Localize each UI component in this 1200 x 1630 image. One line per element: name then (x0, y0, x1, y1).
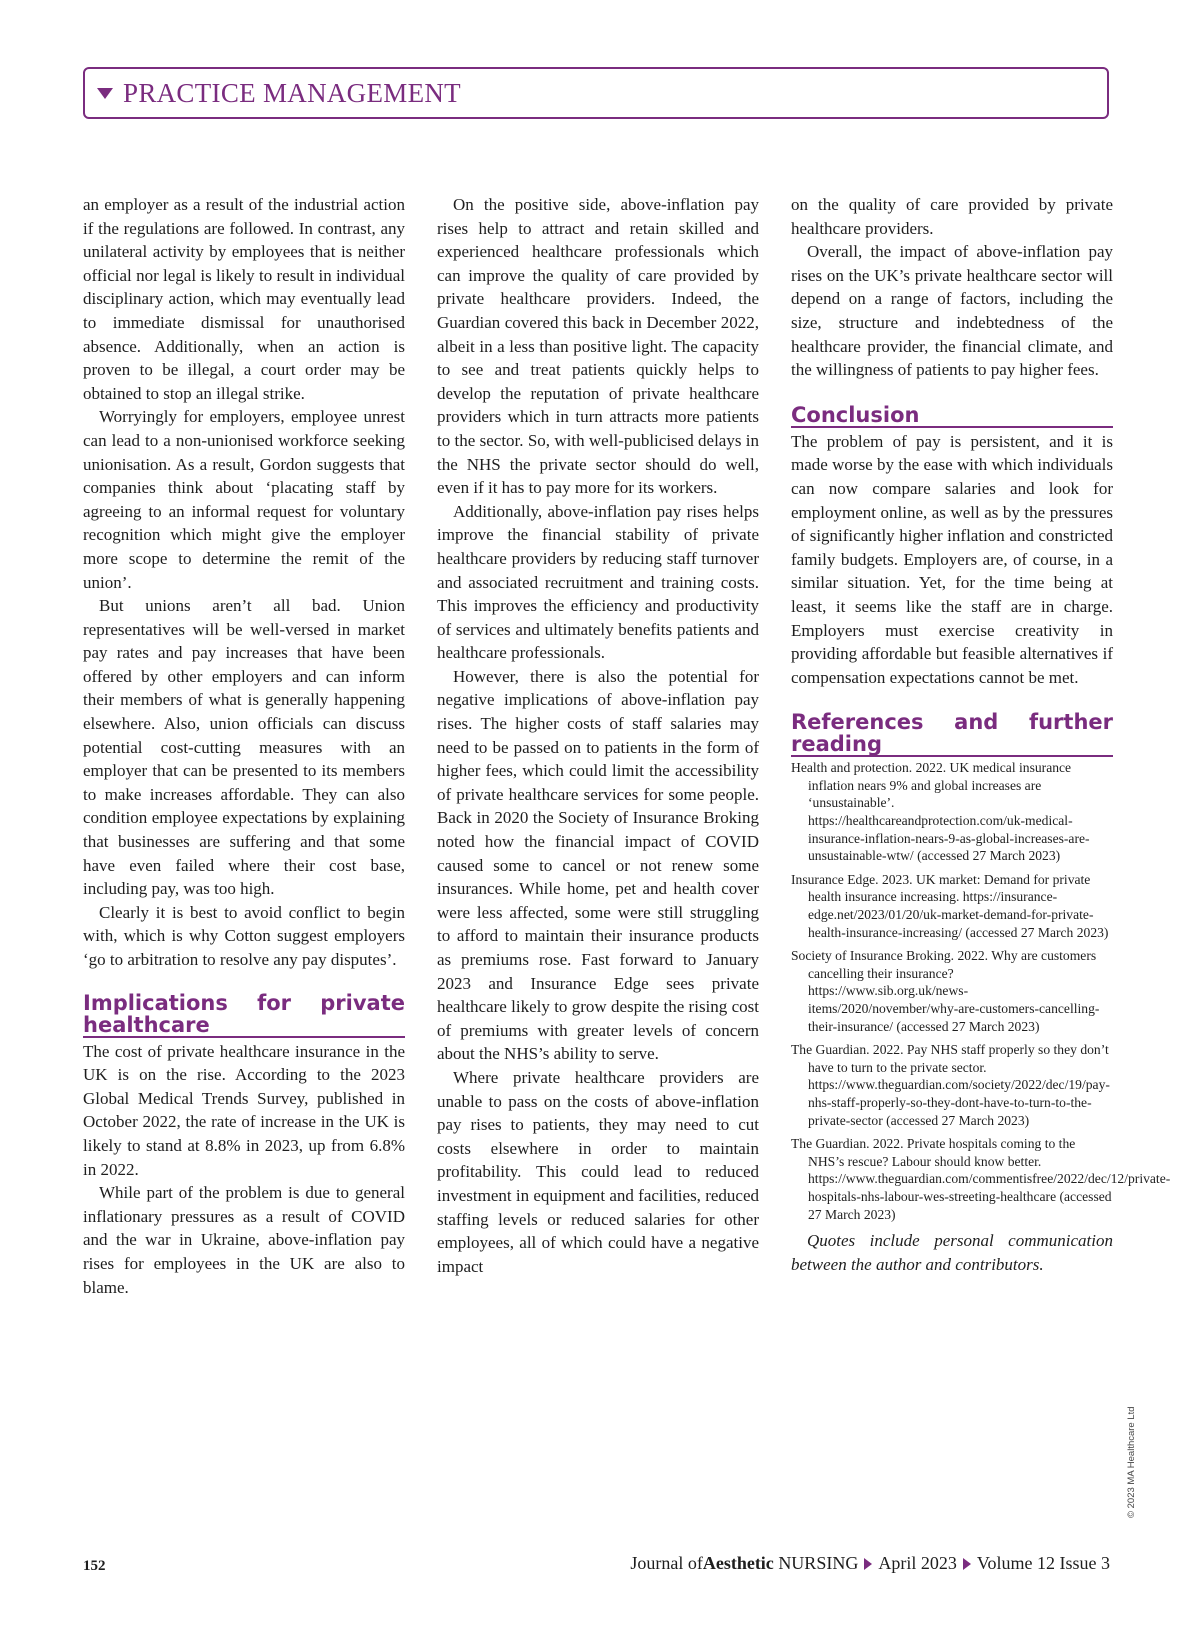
reference-list (791, 759, 1171, 1223)
triangle-down-icon (97, 88, 113, 99)
paragraph: an employer as a result of the industrial action if the regulations are followed. In contrast, any unilateral activity by employees that is neither official nor legal is likely to result in individual disciplinary action, which may eventually lead to immediate dismissal for unauthorised absence. Additionally, when an action is proven to be illegal, a court order may be obtained to stop an illegal strike. (83, 195, 405, 403)
paragraph: On the positive side, above-inflation pay rises help to attract and retain skilled and experienced healthcare professionals which can improve the quality of care provided by private healthcare providers. Indeed, the Guardian covered this back in December 2022, albeit in a less than positive light. The capacity to see and treat patients quickly helps to develop the reputation of private healthcare providers which in turn attracts more patients to the sector. So, with well-publicised delays in the NHS the private sector should do well, even if it has to pay more for its workers. (437, 195, 759, 498)
journal-bold: Aesthetic (702, 1553, 774, 1573)
paragraph: Worryingly for employers, employee unrest can lead to a non-unionised workforce seeking unionisation. As a result, Gordon suggests that companies think about ‘placating staff by agreeing to an informal request for voluntary recognition which might give the employer more scope to determine the remit of the union’. (83, 407, 405, 592)
reference-item: Health and protection. 2022. UK medical insurance inflation nears 9% and global increases are ‘unsustainable’. https://healthcareandprotection.com/uk-medical-insurance-inflation-nears-9-as-global-increases-are-unsustainable-wtw/ (accessed 27 March 2023) (791, 760, 1090, 864)
paragraph: Clearly it is best to avoid conflict to begin with, which is why Cotton suggest employers ‘go to arbitration to resolve any pay disputes’. (83, 902, 405, 969)
paragraph: The problem of pay is persistent, and it is made worse by the ease with which individuals can now compare salaries and look for employment online, as well as by the pressures of significantly higher inflation and constricted family budgets. Employers are, of course, in a similar situation. Yet, for the time being at least, it seems like the staff are in charge. Employers must exercise creativity in providing affordable but feasible alternatives if compensation expectations cannot be met. (791, 431, 1113, 687)
paragraph: But unions aren’t all bad. Union representatives will be well-versed in market pay rates and pay increases that have been offered by other employers and can inform their members of what is generally happening elsewhere. Also, union officials can discuss potential cost-cutting measures with an employer that can be presented to its members to make increases affordable. They can also condition employee expectations by explaining that businesses are suffering and that some have even failed where their cost base, including pay, was too high. (83, 596, 405, 899)
paragraph: The cost of private healthcare insurance in the UK is on the rise. According to the 2023 Global Medical Trends Survey, published in October 2022, the rate of increase in the UK is likely to stand at 8.8% in 2023, up from 6.8% in 2022. (83, 1041, 405, 1179)
reference-item: Society of Insurance Broking. 2022. Why are customers cancelling their insurance? https://www.sib.org.uk/news-items/2020/november/why-are-customers-cancelling-their-insurance/ (accessed 27 March 2023) (791, 948, 1100, 1034)
column-1 (83, 193, 405, 1299)
section-heading: Implications for private healthcare (83, 990, 405, 1037)
paragraph: Additionally, above-inflation pay rises helps improve the financial stability of private healthcare providers by reducing staff turnover and associated recruitment and training costs. This improves the efficiency and productivity of services and ultimately benefits patients and healthcare professionals. (437, 501, 759, 663)
volume-issue: Volume 12 Issue 3 (976, 1553, 1110, 1573)
paragraph: on the quality of care provided by private healthcare providers. (791, 195, 1113, 238)
triangle-right-icon (864, 1558, 872, 1570)
reference-item: The Guardian. 2022. Pay NHS staff properly so they don’t have to turn to the private sector. https://www.theguardian.com/society/2022/dec/19/pay-nhs-staff-properly-so-they-dont-have-to-turn-to-the-private-sector (accessed 27 March 2023) (791, 1042, 1110, 1128)
journal-suffix: NURSING (778, 1553, 859, 1573)
section-label: PRACTICE MANAGEMENT (123, 77, 461, 108)
copyright-notice: © 2023 MA Healthcare Ltd (1126, 1406, 1137, 1518)
quote-note: Quotes include personal communication between the author and contributors. (791, 1231, 1113, 1274)
reference-item: Insurance Edge. 2023. UK market: Demand for private health insurance increasing. https://insurance-edge.net/2023/01/20/uk-market-demand-for-private-health-insurance-increasing/ (accessed 27 March 2023) (791, 871, 1109, 940)
paragraph: However, there is also the potential for negative implications of above-inflation pay rises. The higher costs of staff salaries may need to be passed on to patients in the form of higher fees, which could limit the accessibility of private healthcare services for some people. Back in 2020 the Society of Insurance Broking noted how the financial impact of COVID caused some to cancel or not renew some insurances. While home, pet and health cover were less affected, some were still struggling to afford to maintain their insurance products as premiums rose. Fast forward to January 2023 and Insurance Edge sees private healthcare likely to grow despite the rising cost of premiums with greater levels of concern about the NHS’s ability to serve. (437, 666, 759, 1064)
page-number: 152 (83, 1558, 106, 1574)
paragraph: Overall, the impact of above-inflation pay rises on the UK’s private healthcare sector will depend on a range of factors, including the size, structure and indebtedness of the healthcare provider, the financial climate, and the willingness of patients to pay higher fees. (791, 242, 1113, 380)
triangle-right-icon (963, 1558, 971, 1570)
issue-date: April 2023 (878, 1553, 957, 1573)
column-2 (437, 193, 759, 1278)
journal-prefix: Journal of (630, 1553, 703, 1573)
section-banner (83, 67, 1109, 119)
column-3 (791, 193, 1171, 1276)
section-heading: References and further reading (791, 710, 1113, 757)
paragraph: Where private healthcare providers are unable to pass on the costs of above-inflation pay rises to patients, they may need to cut costs elsewhere in order to maintain profitability. This could lead to reduced investment in equipment and facilities, reduced staffing levels or reduced salaries for other employees, all of which could have a negative impact (437, 1067, 759, 1276)
journal-footer (630, 1553, 1110, 1574)
section-heading: Conclusion (791, 404, 1113, 428)
reference-item: The Guardian. 2022. Private hospitals coming to the NHS’s rescue? Labour should know better. https://www.theguardian.com/commentisfree/2022/dec/12/private-hospitals-nhs-labour-wes-streeting-healthcare (accessed 27 March 2023) (791, 1136, 1171, 1222)
paragraph: While part of the problem is due to general inflationary pressures as a result of COVID and the war in Ukraine, above-inflation pay rises for employees in the UK are also to blame. (83, 1183, 405, 1297)
